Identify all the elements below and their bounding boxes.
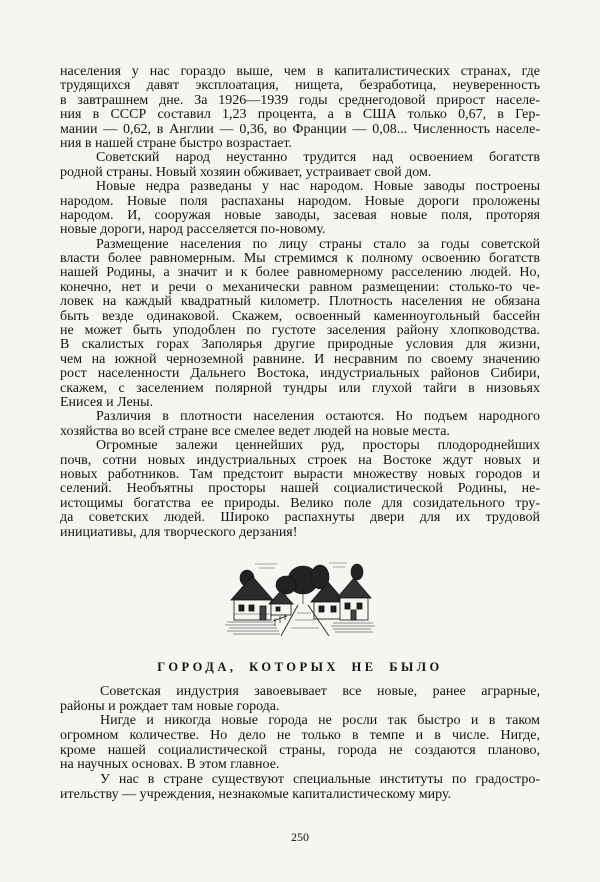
text-line: чем на южной черноземной равнине. И несравним по своему значению [60, 351, 540, 367]
village-street-illustration [225, 558, 375, 636]
text-line: почв, сотни новых индустриальных строек на Востоке ждут новых и [60, 452, 540, 468]
text-line: нашей Родины, а значит и к более равномерному расселению людей. Но, [60, 265, 540, 281]
text-line: хозяйства во всей стране все смелее ведет людей на новые места. [60, 423, 450, 439]
paragraph-first-line: Огромные залежи ценнейших руд, просторы плодороднейших [96, 438, 540, 454]
text-line: на научных основах. В этом главное. [60, 757, 280, 773]
text-line: скажем, с заселением полярной тундры или глухой тайги в низовьях [60, 380, 540, 396]
bottom-text-block [60, 685, 540, 803]
text-line: не может быть уподоблен по густоте заселения району хлопководства. [60, 323, 540, 339]
text-line: В скалистых горах Заполярья другие природные условия для жизни, [60, 337, 540, 353]
text-line: быть везде одинаковой. Скажем, освоенный каменноугольный бассейн [60, 308, 540, 324]
text-line: огромном количестве. Но дело не только в темпе и в числе. Нигде, [60, 728, 540, 744]
text-line: ительству — учреждения, незнакомые капиталистическому миру. [60, 786, 452, 802]
text-line: народом. Новые поля распаханы народом. Новые дороги проложены [60, 193, 540, 209]
text-line: населения у нас гораздо выше, чем в капиталистических странах, где [60, 64, 540, 79]
text-line: инициативы, для творческого дерзания! [60, 524, 298, 540]
text-line: народом. И, сооружая новые заводы, засевая новые поля, проторяя [60, 207, 540, 223]
text-line: в завтрашнем дне. За 1926—1939 годы среднегодовой прирост населе- [60, 92, 540, 108]
paragraph-first-line: Размещение населения по лицу страны стало за годы советской [96, 236, 540, 252]
text-line: ния в нашей стране быстро возрастает. [60, 135, 292, 151]
text-line: кроме нашей социалистической страны, города не создаются планово, [60, 742, 540, 758]
text-line: ния в СССР составил 1,23 процента, а в США только 0,67, в Гер- [60, 107, 540, 123]
text-line: Енисея и Лены. [60, 394, 154, 410]
text-line: районы и рождает там новые города. [60, 698, 280, 714]
paragraph-first-line: У нас в стране существуют специальные институты по градостро- [100, 772, 540, 788]
text-line: мании — 0,62, в Англии — 0,36, во Франции — 0,08... Численность населе- [60, 121, 540, 137]
paragraph-first-line: Советский народ неустанно трудится над освоением богатств [96, 150, 540, 166]
paragraph-first-line: Советская индустрия завоевывает все новые, ранее аграрные, [100, 684, 540, 699]
text-line: да советских людей. Широко распахнуты двери для их трудовой [60, 510, 540, 526]
text-line: власти более равномерным. Мы стремимся к полному освоению богатств [60, 251, 540, 267]
paragraph-first-line: Нигде и никогда новые города не росли так быстро и в таком [100, 713, 540, 729]
text-line: новые дороги, народ расселяется по-новому. [60, 222, 326, 238]
text-line: конечно, нет и речи о механически равном размещении: столько-то че- [60, 279, 540, 295]
text-line: истощимы богатства ее природы. Велико поле для созидательного тру- [60, 495, 540, 511]
text-line: новых работников. Там предстоит вырасти множеству новых городов и [60, 466, 540, 482]
top-text-block [60, 65, 540, 540]
section-heading: ГОРОДА, КОТОРЫХ НЕ БЫЛО [157, 660, 443, 674]
paragraph-first-line: Различия в плотности населения остаются. Но подъем народного [96, 409, 540, 425]
fence [273, 614, 287, 626]
text-line: трудящихся давят эксплоатация, нищета, безработица, неуверенность [60, 78, 540, 94]
text-line: ловек на каждый квадратный километр. Плотность населения не обязана [60, 294, 540, 310]
text-line: селений. Необъятны просторы нашей социалистической Родины, не- [60, 481, 540, 497]
text-line: родной страны. Новый хозяин обживает, устраивает свой дом. [60, 164, 432, 180]
page-number: 250 [291, 830, 309, 844]
text-line: рост населенности Дальнего Востока, индустриальных районов Сибири, [60, 366, 540, 382]
paragraph-first-line: Новые недра разведаны у нас народом. Новые заводы построены [96, 179, 540, 195]
